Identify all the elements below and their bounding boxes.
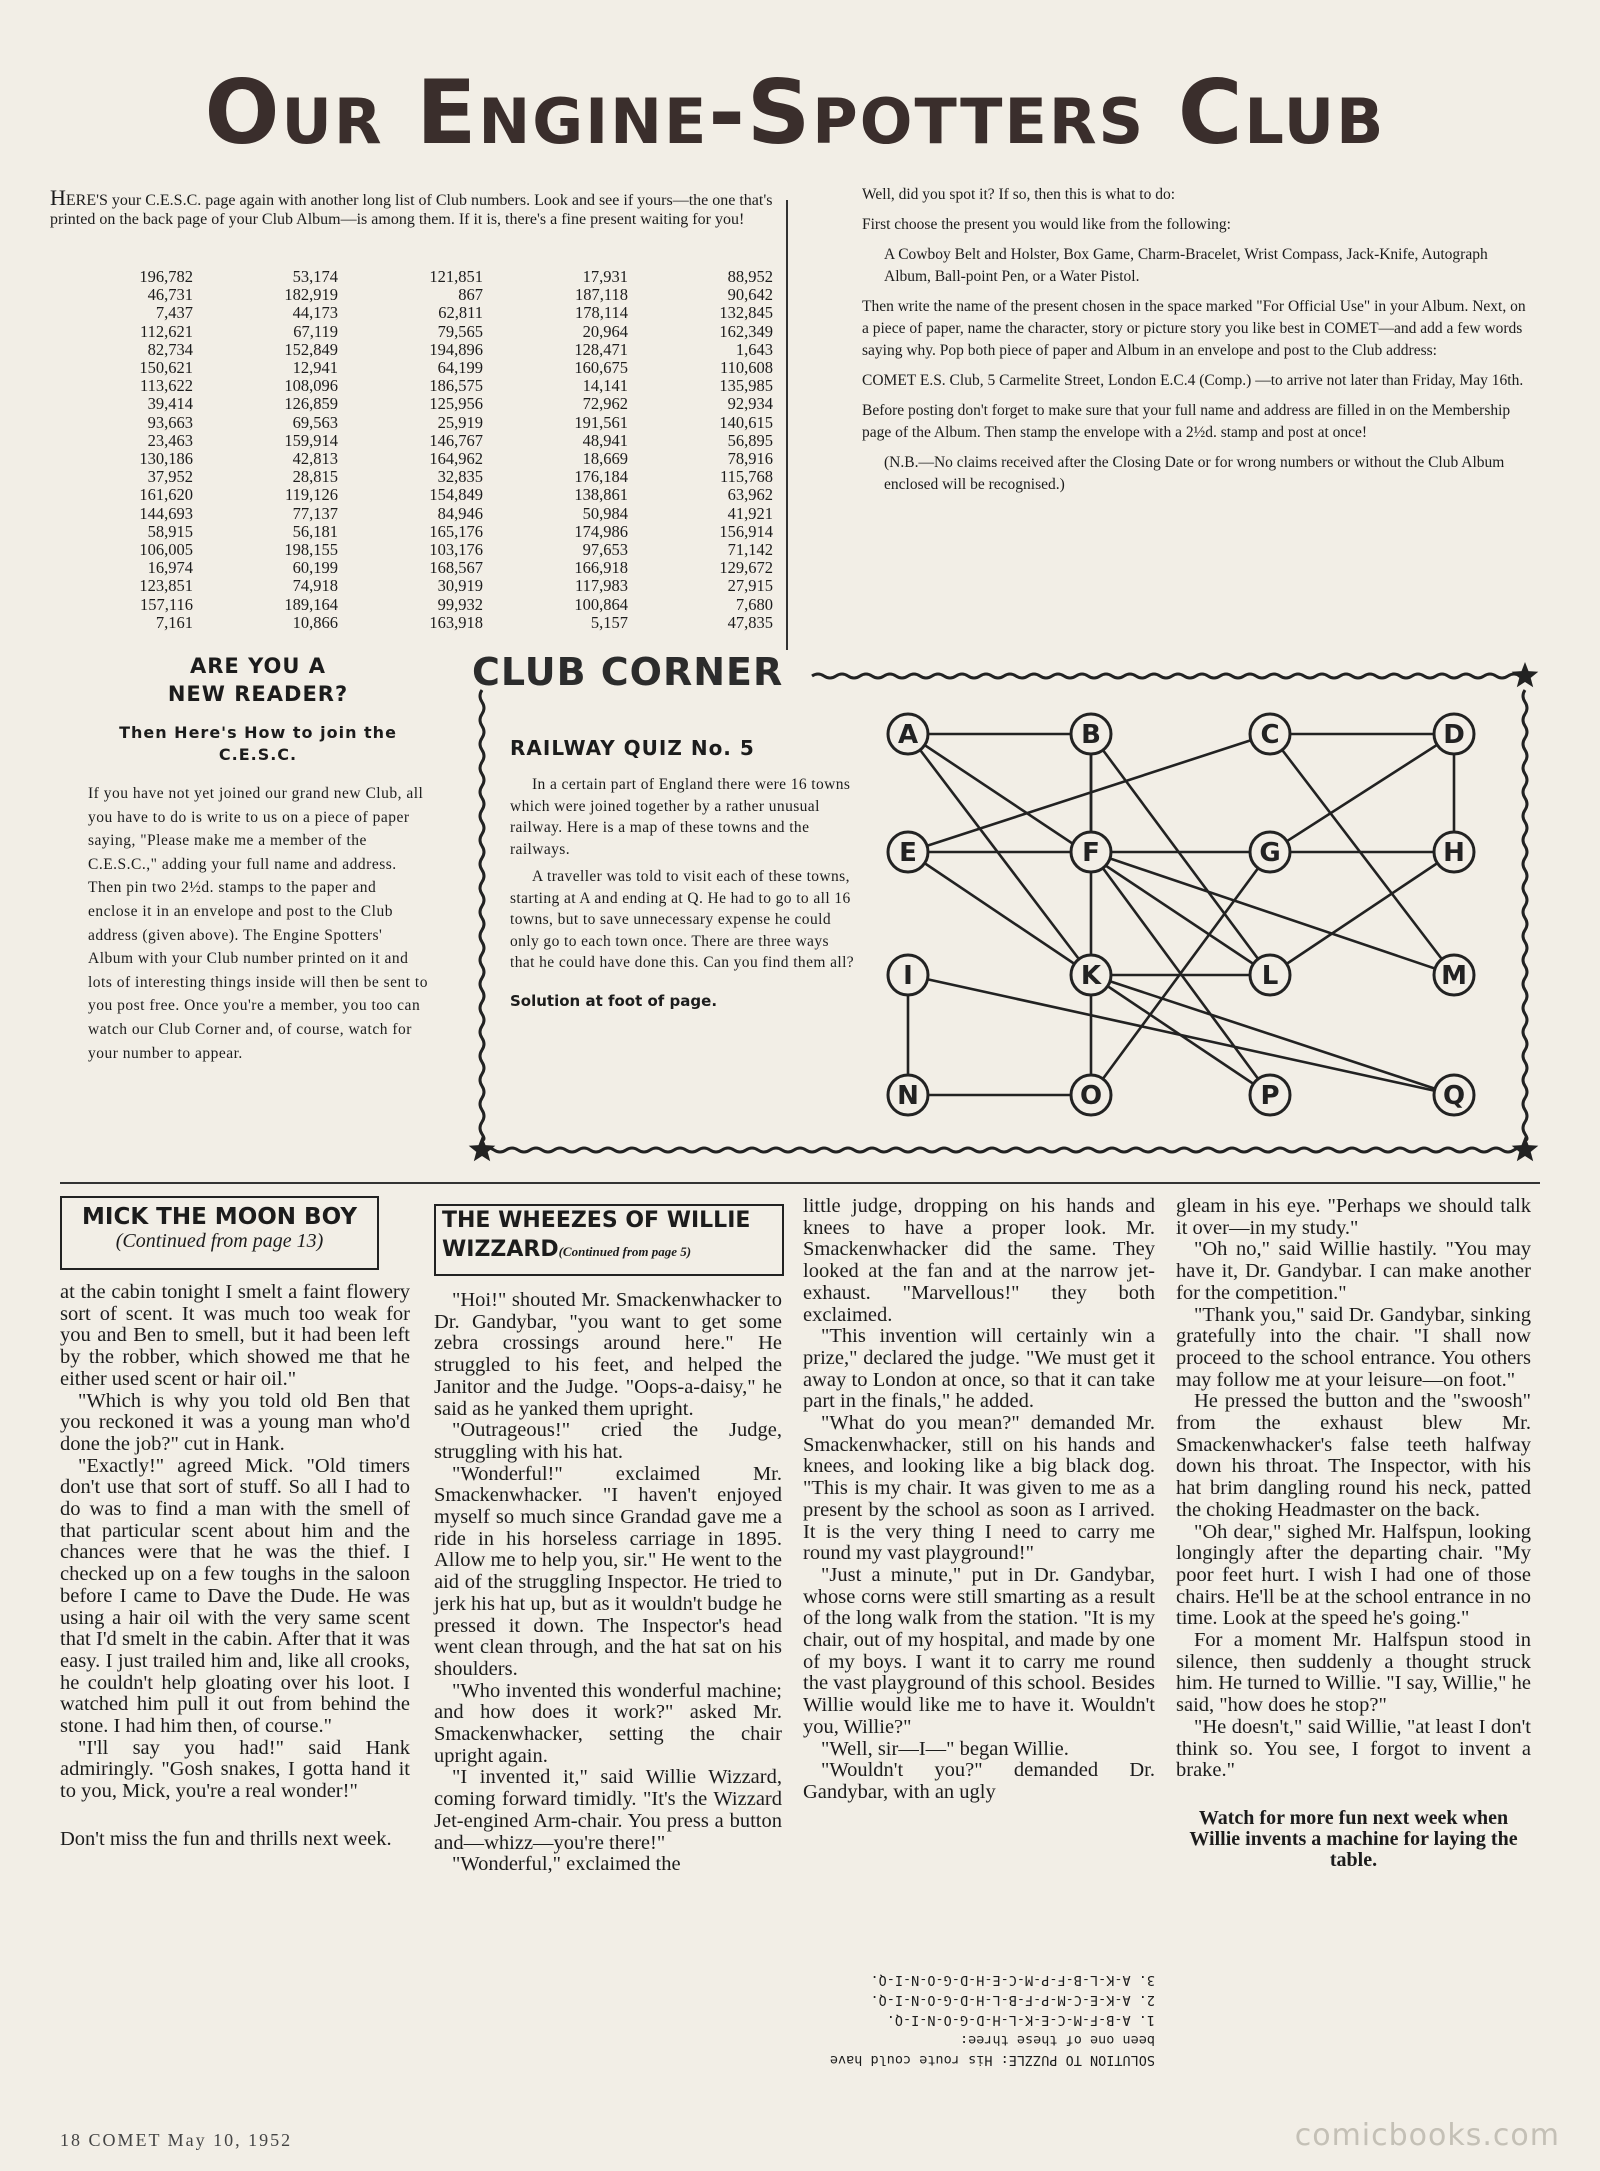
willie-paragraph: gleam in his eye. "Perhaps we should talk it over—in my study." — [1176, 1195, 1531, 1239]
new-reader-heading-1: ARE YOU A — [189, 654, 326, 678]
town-label: D — [1443, 720, 1465, 750]
willie-paragraph: "He doesn't," said Willie, "at least I don't think so. You see, I forgot to invent a brake." — [1176, 1715, 1531, 1782]
club-number: 126,859 — [284, 394, 338, 414]
railway-line — [1091, 975, 1270, 1095]
railway-line — [1270, 734, 1454, 975]
club-number: 144,693 — [139, 503, 193, 523]
willie-paragraph: For a moment Mr. Halfspun stood in silence, then suddenly a thought struck him. He turned to Willie. "I say, Willie," he said, "how does he stop?" — [1176, 1629, 1531, 1717]
quiz-title: RAILWAY QUIZ No. 5 — [510, 736, 755, 760]
club-number: 146,767 — [429, 430, 483, 450]
club-number: 93,663 — [147, 412, 193, 432]
club-number: 79,565 — [437, 321, 483, 341]
town-node — [1250, 1075, 1290, 1115]
club-number: 1,643 — [735, 339, 773, 359]
town-node — [1071, 714, 1111, 754]
mick-title: MICK THE MOON BOY — [82, 1204, 357, 1230]
club-number: 154,849 — [429, 485, 483, 505]
instructions-p4: Then write the name of the present chosen in the space marked "For Official Use" in your Album. Next, on a piece of paper, name the character, story or picture story you like best in COMET—and add a few words saying why. Pop both piece of paper and Album in an envelope and post to the Club address: — [862, 298, 1526, 359]
club-corner-title: CLUB CORNER — [472, 650, 784, 694]
page-footer: 18 COMET May 10, 1952 — [60, 2130, 293, 2150]
willie-paragraph: little judge, dropping on his hands and knees to have a proper look. Mr. Smackenwhacker did the same. They looked at the fan and at the narrow jet-exhaust. "Marvellous!" they both exclaimed. — [803, 1195, 1155, 1326]
club-number: 150,621 — [139, 358, 193, 378]
club-number: 163,918 — [429, 612, 483, 632]
town-label: A — [897, 720, 919, 750]
club-number: 17,931 — [582, 267, 628, 286]
town-label: O — [1079, 1081, 1103, 1111]
club-number: 39,414 — [147, 394, 193, 414]
town-node — [1434, 955, 1474, 995]
mick-continued: (Continued from page 13) — [115, 1230, 324, 1252]
club-number: 162,349 — [719, 321, 773, 341]
willie-paragraph: "Wonderful!" exclaimed Mr. Smackenwhacker. "I haven't enjoyed myself so much since Grandad gave me a ride in his horseless carriage in 1895. Allow me to help you, sir." He went to the aid of the struggling Inspector. He tried to jerk his hat up, but as it wouldn't budge he pressed it down. The Inspector's head went clean through, and the hat sat on his shoulders. — [434, 1462, 782, 1680]
club-number: 182,919 — [284, 285, 338, 305]
town-label: E — [899, 838, 917, 868]
club-number: 125,956 — [429, 394, 483, 414]
club-number: 119,126 — [284, 485, 338, 505]
mick-story-column — [60, 1282, 410, 1851]
club-number: 159,914 — [284, 430, 338, 450]
club-number: 113,622 — [139, 376, 193, 396]
club-number: 88,952 — [727, 267, 773, 286]
town-node — [1250, 714, 1290, 754]
willie-paragraph: He pressed the button and the "swoosh" from the exhaust blew Mr. Smackenwhacker's false teeth halfway down his throat. The Inspector, with his hat brim dangling round his neck, patted the choking Headmaster on the back. — [1176, 1390, 1531, 1521]
club-number: 99,932 — [437, 594, 483, 614]
town-label: L — [1261, 961, 1279, 991]
presents-list: A Cowboy Belt and Holster, Box Game, Charm-Bracelet, Wrist Compass, Jack-Knife, Autograph Album, Ball-point Pen, or a Water Pistol. — [884, 246, 1488, 285]
town-node — [888, 832, 928, 872]
club-number: 41,921 — [727, 503, 773, 523]
solution-line: 2. A-K-E-C-M-P-F-B-L-H-D-G-O-N-I-Q. — [870, 1992, 1155, 2008]
club-number: 92,934 — [727, 394, 773, 414]
railway-line — [1091, 734, 1270, 975]
club-number: 160,675 — [574, 358, 628, 378]
town-node — [1434, 1075, 1474, 1115]
club-number: 161,620 — [139, 485, 193, 505]
club-number: 128,471 — [574, 339, 628, 359]
railway-line — [1270, 734, 1454, 852]
club-number: 42,813 — [292, 449, 338, 469]
willie-paragraph: "Outrageous!" cried the Judge, struggling with his hat. — [434, 1419, 782, 1463]
willie-paragraph: "What do you mean?" demanded Mr. Smackenwhacker, still on his hands and knees, and looking like a big black dog. "This is my chair. It was given to me as a present by the school as soon as I arrived. It is the very thing I need to carry me round my vast playground!" — [803, 1412, 1155, 1565]
club-number: 166,918 — [574, 558, 628, 578]
town-node — [1250, 955, 1290, 995]
club-number: 56,181 — [292, 521, 338, 541]
section-rule — [60, 1182, 1540, 1184]
club-number: 78,916 — [727, 449, 773, 469]
willie-paragraph: "Oh no," said Willie hastily. "You may have it, Dr. Gandybar. I can make another for the competition." — [1176, 1238, 1531, 1304]
town-node — [1250, 832, 1290, 872]
town-label: B — [1081, 720, 1101, 750]
town-label: G — [1259, 838, 1281, 868]
club-number: 10,866 — [292, 612, 338, 632]
club-number: 140,615 — [719, 412, 773, 432]
willie-story-column-2 — [803, 1196, 1155, 1804]
club-number: 7,680 — [735, 594, 773, 614]
town-node — [888, 714, 928, 754]
club-number: 47,835 — [727, 612, 773, 632]
town-label: M — [1441, 961, 1467, 991]
railway-line — [908, 852, 1091, 975]
quiz-solution-note: Solution at foot of page. — [510, 991, 718, 1010]
town-label: H — [1443, 838, 1465, 868]
club-number: 138,861 — [574, 485, 628, 505]
club-number: 27,915 — [727, 576, 773, 596]
club-address: COMET E.S. Club, 5 Carmelite Street, London E.C.4 (Comp.) —to arrive not later than Friday, May 16th. — [862, 372, 1524, 389]
club-number: 117,983 — [574, 576, 628, 596]
town-label: I — [903, 961, 913, 991]
club-number: 178,114 — [574, 303, 628, 323]
town-node — [1434, 714, 1474, 754]
club-number: 168,567 — [429, 558, 483, 578]
willie-paragraph: "Well, sir—I—" began Willie. — [821, 1737, 1069, 1760]
club-number: 164,962 — [429, 449, 483, 469]
club-number: 50,984 — [582, 503, 628, 523]
town-node — [888, 955, 928, 995]
club-number: 12,941 — [292, 358, 338, 378]
club-number: 189,164 — [284, 594, 338, 614]
club-number: 30,919 — [437, 576, 483, 596]
club-number: 156,914 — [719, 521, 773, 541]
club-number: 108,096 — [284, 376, 338, 396]
club-number: 23,463 — [147, 430, 193, 450]
mick-dont-miss: Don't miss the fun and thrills next week. — [60, 1827, 392, 1850]
club-number: 100,864 — [574, 594, 628, 614]
club-number: 90,642 — [727, 285, 773, 305]
club-number: 132,845 — [719, 303, 773, 323]
town-node — [1071, 1075, 1111, 1115]
puzzle-solution-upside-down — [803, 1970, 1155, 2090]
club-number: 152,849 — [284, 339, 338, 359]
club-number: 194,896 — [429, 339, 483, 359]
town-node — [1434, 832, 1474, 872]
dropcap: H — [50, 185, 66, 210]
club-number: 14,141 — [582, 376, 628, 396]
willie-story-column-3 — [1176, 1196, 1531, 1871]
club-number: 7,161 — [155, 612, 193, 632]
club-number: 157,116 — [139, 594, 193, 614]
instructions-p2: First choose the present you would like from the following: — [862, 216, 1231, 233]
club-number: 32,835 — [437, 467, 483, 487]
mick-paragraph: "Exactly!" agreed Mick. "Old timers don't use that sort of stuff. So all I had to do was to find a man with the smell of that particular scent about him and the chances were that he was the thief. I checked up on a few toughs in the saloon before I came to Dave the Dude. He was using a hair oil with the very same scent that I'd smelt in the cabin. After that it was easy. I just trailed him and, like all crooks, he couldn't help gloating over his loot. I watched him pull it out from behind the stone. I had him then, of course." — [60, 1454, 410, 1738]
new-reader-body: If you have not yet joined our grand new Club, all you have to do is write to us on a piece of paper saying, "Please make me a member of the C.E.S.C.," adding your full name and address. Then pin two 2½d. stamps to the paper and enclose it in an envelope and post to the Club address (given above). The Engine Spotters' Album with your Club number printed on it and lots of interesting things inside will then be sent to you post free. Once you're a member, you too can watch our Club Corner and, of course, watch for your number to appear. — [88, 785, 428, 1062]
club-number: 56,895 — [727, 430, 773, 450]
mick-header-box — [60, 1196, 379, 1270]
instructions-p6: Before posting don't forget to make sure that your full name and address are filled in on the Membership page of the Album. Then stamp the envelope with a 2½d. stamp and post at once! — [862, 402, 1511, 441]
club-number: 44,173 — [292, 303, 338, 323]
mick-paragraph: "I'll say you had!" said Hank admiringly. "Gosh snakes, I gotta hand it to you, Mick, you're a real wonder!" — [60, 1736, 410, 1803]
club-number: 110,608 — [719, 358, 773, 378]
club-number: 58,915 — [147, 521, 193, 541]
willie-paragraph: "Oh dear," sighed Mr. Halfspun, looking longingly after the departing chair. "My poor feet hurt. I wish I had one of those chairs. He'll be at the school entrance in no time. Look at the speed he's going." — [1176, 1520, 1531, 1630]
club-number: 53,174 — [292, 267, 338, 286]
town-node — [888, 1075, 928, 1115]
club-number: 198,155 — [284, 540, 338, 560]
page-title: Our Engine-Spotters Club — [204, 61, 1386, 164]
club-number: 106,005 — [139, 540, 193, 560]
club-number: 867 — [458, 285, 483, 305]
club-number: 71,142 — [727, 540, 773, 560]
club-number: 16,974 — [147, 558, 193, 578]
club-number: 77,137 — [292, 503, 338, 523]
willie-paragraph: "Wouldn't you?" demanded Dr. Gandybar, with an ugly — [803, 1759, 1155, 1803]
town-node — [1071, 955, 1111, 995]
club-number: 46,731 — [147, 285, 193, 305]
town-label: Q — [1442, 1081, 1466, 1111]
willie-story-column-1 — [434, 1290, 782, 1876]
willie-paragraph: "Who invented this wonderful machine; and how does it work?" asked Mr. Smackenwhacker, setting the chair upright again. — [434, 1679, 782, 1767]
mick-paragraph: "Which is why you told old Ben that you reckoned it was a young man who'd done the job?" cut in Hank. — [60, 1389, 410, 1455]
club-number: 28,815 — [292, 467, 338, 487]
club-number: 7,437 — [155, 303, 193, 323]
club-number: 5,157 — [590, 612, 628, 632]
club-number: 115,768 — [719, 467, 773, 487]
club-number: 48,941 — [582, 430, 628, 450]
town-label: C — [1260, 720, 1280, 750]
club-number: 69,563 — [292, 412, 338, 432]
club-number: 97,653 — [582, 540, 628, 560]
railway-line — [908, 734, 1091, 975]
solution-line: 3. A-K-L-B-F-P-M-C-E-H-D-G-O-N-I-Q. — [870, 1972, 1155, 1988]
quiz-paragraph-2: A traveller was told to visit each of these towns, starting at A and ending at Q. He had to go to all 16 towns, but to save unnecessary expense he could only go to each town once. There are three ways that he could have done this. Can you find them all? — [510, 868, 855, 971]
town-label: P — [1260, 1081, 1280, 1111]
club-number: 25,919 — [437, 412, 483, 432]
club-number: 62,811 — [438, 303, 483, 323]
nb-note: (N.B.—No claims received after the Closing Date or for wrong numbers or without the Club Album enclosed will be recognised.) — [884, 454, 1505, 493]
willie-continued: (Continued from page 5) — [558, 1244, 692, 1259]
club-number: 176,184 — [574, 467, 628, 487]
club-number: 74,918 — [292, 576, 338, 596]
willie-paragraph: "Just a minute," put in Dr. Gandybar, whose corns were still smarting as a result of the long walk from the station. "It is my chair, out of my hospital, and made by one of my boys. I want it to carry me round the vast playground of this school. Besides Willie would like me to have it. Wouldn't you, Willie?" — [803, 1563, 1155, 1738]
mick-paragraph: at the cabin tonight I smelt a faint flowery sort of scent. It was much too weak for you and Ben to smell, but it had been left by the robber, which showed me that he either used scent or hair oil." — [60, 1281, 410, 1390]
club-number: 84,946 — [437, 503, 483, 523]
club-number: 130,186 — [139, 449, 193, 469]
club-number: 20,964 — [582, 321, 628, 341]
willie-paragraph: "This invention will certainly win a prize," declared the judge. "We must get it away to London at once, so that it can take part in the finals," he added. — [803, 1325, 1155, 1413]
club-number: 64,199 — [437, 358, 483, 378]
willie-title-text: THE WHEEZES OF WILLIE WIZZARD — [442, 1208, 751, 1262]
club-number: 174,986 — [574, 521, 628, 541]
watermark: comicbooks.com — [1294, 2118, 1560, 2153]
solution-line: SOLUTION TO PUZZLE: His route could have been one of these three: — [829, 2032, 1155, 2068]
club-number: 82,734 — [147, 339, 193, 359]
town-label: F — [1082, 838, 1100, 868]
club-number: 72,962 — [582, 394, 628, 414]
club-number: 123,851 — [139, 576, 193, 596]
willie-paragraph: "Wonderful," exclaimed the — [452, 1853, 681, 1876]
willie-paragraph: "Thank you," said Dr. Gandybar, sinking gratefully into the chair. "I shall now proceed to the school entrance. You others may follow me at your leisure—on foot." — [1176, 1303, 1531, 1391]
new-reader-subheading: Then Here's How to join the C.E.S.C. — [119, 723, 397, 764]
club-number: 129,672 — [719, 558, 773, 578]
club-number: 191,561 — [574, 412, 628, 432]
club-number: 186,575 — [429, 376, 483, 396]
club-number: 60,199 — [292, 558, 338, 578]
club-number: 103,176 — [429, 540, 483, 560]
club-number: 67,119 — [293, 321, 338, 341]
railway-line — [1270, 852, 1454, 975]
club-number: 112,621 — [139, 321, 193, 341]
club-number: 63,962 — [727, 485, 773, 505]
willie-header-box — [434, 1204, 784, 1276]
town-label: N — [897, 1081, 919, 1111]
club-number: 135,985 — [719, 376, 773, 396]
town-node — [1071, 832, 1111, 872]
club-number: 18,669 — [582, 449, 628, 469]
quiz-paragraph-1: In a certain part of England there were 16 towns which were joined together by a rather unusual railway. Here is a map of these towns and the railways. — [510, 776, 851, 858]
willie-paragraph: "Hoi!" shouted Mr. Smackenwhacker to Dr. Gandybar, "you want to get some zebra crossings around here." He struggled to his feet, and helped the Janitor and the Judge. "Oops-a-daisy," he said as he yanked them upright. — [434, 1289, 782, 1420]
solution-line: 1. A-B-F-M-C-E-K-L-H-D-G-O-N-I-Q. — [886, 2012, 1155, 2028]
club-number: 121,851 — [429, 267, 483, 286]
club-number: 187,118 — [574, 285, 628, 305]
club-number: 37,952 — [147, 467, 193, 487]
watch-for-next-week: Watch for more fun next week when Willie invents a machine for laying the table. — [1189, 1806, 1518, 1871]
town-label: K — [1080, 961, 1102, 991]
club-number: 196,782 — [139, 267, 193, 286]
willie-paragraph: "I invented it," said Willie Wizzard, coming forward timidly. "It's the Wizzard Jet-engined Arm-chair. You press a button and—whizz—you're there!" — [434, 1766, 782, 1854]
willie-title — [442, 1206, 782, 1266]
new-reader-heading-2: NEW READER? — [167, 682, 349, 706]
instructions-p1: Well, did you spot it? If so, then this is what to do: — [862, 186, 1176, 203]
intro-body: ERE'S your C.E.S.C. page again with another long list of Club numbers. Look and see if yours—the one that's printed on the back page of your Club Album—is among them. If it is, there's a fine present waiting for you! — [50, 192, 773, 228]
club-number: 165,176 — [429, 521, 483, 541]
